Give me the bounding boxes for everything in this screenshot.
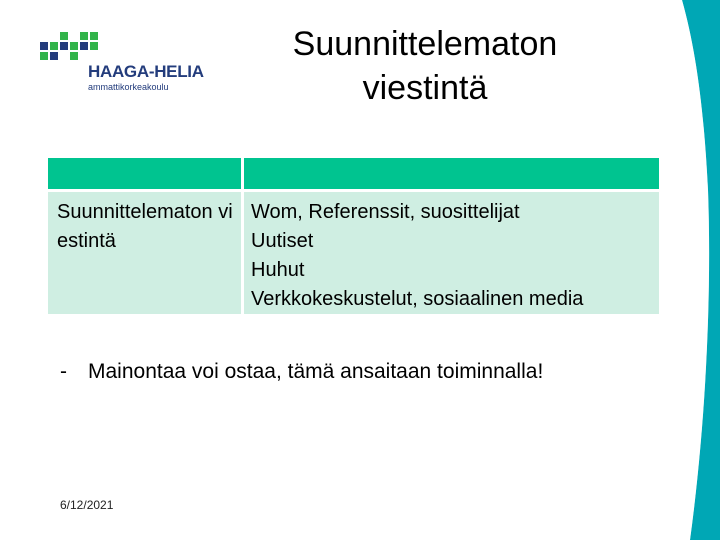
footer-date: 6/12/2021	[60, 498, 114, 512]
table-header-row	[48, 158, 659, 191]
logo-subtitle: ammattikorkeakoulu	[88, 82, 169, 92]
row-label: Suunnittelematon viestintä	[57, 201, 233, 252]
table-row	[48, 191, 659, 315]
bullet-text: Mainontaa voi ostaa, tämä ansaitaan toiminnalla!	[88, 360, 544, 383]
row-label-cell	[48, 191, 243, 315]
list-item: Uutiset	[251, 230, 314, 252]
logo-name: HAAGA-HELIA	[88, 62, 204, 81]
bullet-point	[60, 360, 543, 384]
haaga-helia-logo	[40, 32, 210, 102]
list-item: Wom, Referenssit, suosittelijat	[251, 201, 520, 223]
bullet-marker: -	[60, 360, 67, 383]
title-line-2: viestintä	[362, 69, 488, 107]
header-cell-2	[243, 158, 660, 191]
list-item: Huhut	[251, 259, 305, 281]
slide-title	[260, 22, 590, 110]
header-cell-1	[48, 158, 243, 191]
list-item: Verkkokeskustelut, sosiaalinen media	[251, 288, 584, 310]
row-items-cell	[243, 191, 660, 315]
content-table	[48, 158, 659, 314]
title-line-1: Suunnittelematon	[292, 25, 558, 63]
